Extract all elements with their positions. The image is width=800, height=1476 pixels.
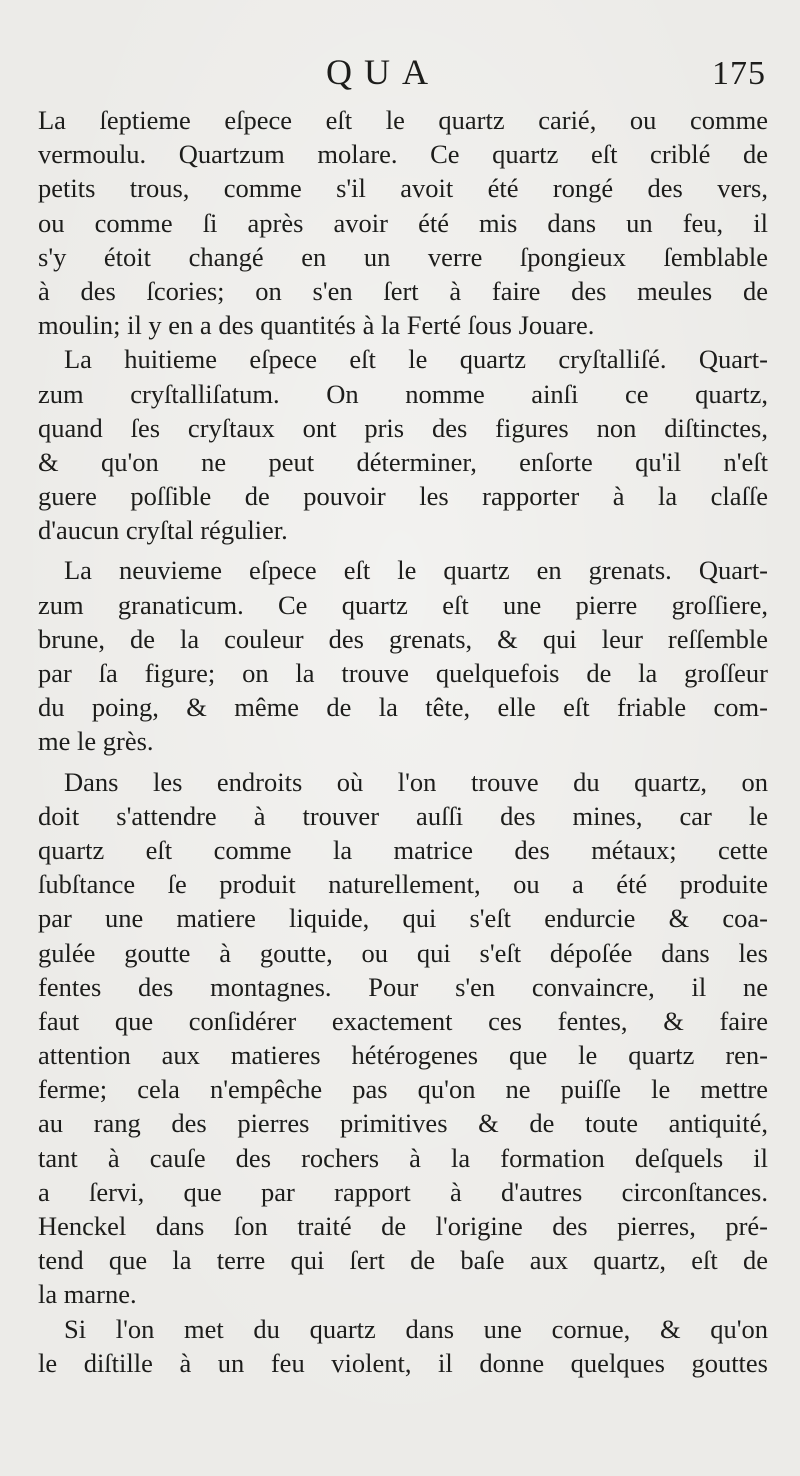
text-line: zum granaticum. Ce quartz eſt une pierre groſſiere, [38,589,768,620]
text-line: du poing, & même de la tête, elle eſt friable com- [38,692,768,723]
text-line: a ſervi, que par rapport à d'autres circonſtances. [38,1176,768,1207]
text-line: quand ſes cryſtaux ont pris des figures non diſtinctes, [38,412,768,443]
text-line: s'y étoit changé en un verre ſpongieux ſemblable [38,241,768,272]
text-line: d'aucun cryſtal régulier. [38,515,288,546]
text-line: ferme; cela n'empêche pas qu'on ne puiſſe le mettre [38,1074,768,1105]
text-line: le diſtille à un feu violent, il donne quelques gouttes [38,1347,768,1378]
running-title: QUA [326,52,440,92]
text-line: me le grès. [38,726,154,757]
text-line: attention aux matieres hétérogenes que le quartz ren- [38,1040,768,1071]
text-line: fentes des montagnes. Pour s'en convaincre, il ne [38,971,768,1002]
text-line: tant à cauſe des rochers à la formation deſquels il [38,1142,768,1173]
text-line: La ſeptieme eſpece eſt le quartz carié, ou comme [38,105,768,135]
text-line: Henckel dans ſon traité de l'origine des pierres, pré- [38,1211,768,1241]
text-line: doit s'attendre à trouver auſſi des mines, car le [38,800,768,831]
text-line: ſubſtance ſe produit naturellement, ou a été produite [38,869,768,900]
text-line: quartz eſt comme la matrice des métaux; cette [38,834,768,865]
body-text [38,103,768,1380]
text-line: petits trous, comme s'il avoit été rongé des vers, [38,173,768,204]
text-line: faut que conſidérer exactement ces fentes, & faire [38,1005,768,1036]
text-line: à des ſcories; on s'en ſert à faire des meules de [38,275,768,306]
page-number: 175 [712,55,766,92]
text-line: & qu'on ne peut déterminer, enſorte qu'il n'eſt [38,446,768,477]
text-line: guere poſſible de pouvoir les rapporter à la claſſe [38,481,768,512]
text-line: gulée goutte à goutte, ou qui s'eſt dépoſée dans les [38,937,768,968]
text-line: La huitieme eſpece eſt le quartz cryſtalliſé. Quart- [64,344,768,375]
text-line: zum cryſtalliſatum. On nomme ainſi ce quartz, [38,378,768,409]
text-line: brune, de la couleur des grenats, & qui leur reſſemble [38,623,768,654]
text-line: Si l'on met du quartz dans une cornue, & qu'on [64,1313,768,1344]
text-line: par une matiere liquide, qui s'eſt endurcie & coa- [38,903,768,934]
running-head [0,46,800,96]
text-line: au rang des pierres primitives & de toute antiquité, [38,1108,768,1139]
text-line: vermoulu. Quartzum molare. Ce quartz eſt criblé de [38,139,768,170]
text-line: Dans les endroits où l'on trouve du quartz, on [64,766,768,797]
text-line: tend que la terre qui ſert de baſe aux quartz, eſt de [38,1245,768,1276]
text-line: La neuvieme eſpece eſt le quartz en grenats. Quart- [64,555,768,586]
text-line: ou comme ſi après avoir été mis dans un feu, il [38,207,768,238]
text-line: la marne. [38,1279,137,1310]
text-line: moulin; il y en a des quantités à la Ferté ſous Jouare. [38,310,595,341]
text-line: par ſa figure; on la trouve quelquefois de la groſſeur [38,658,768,688]
